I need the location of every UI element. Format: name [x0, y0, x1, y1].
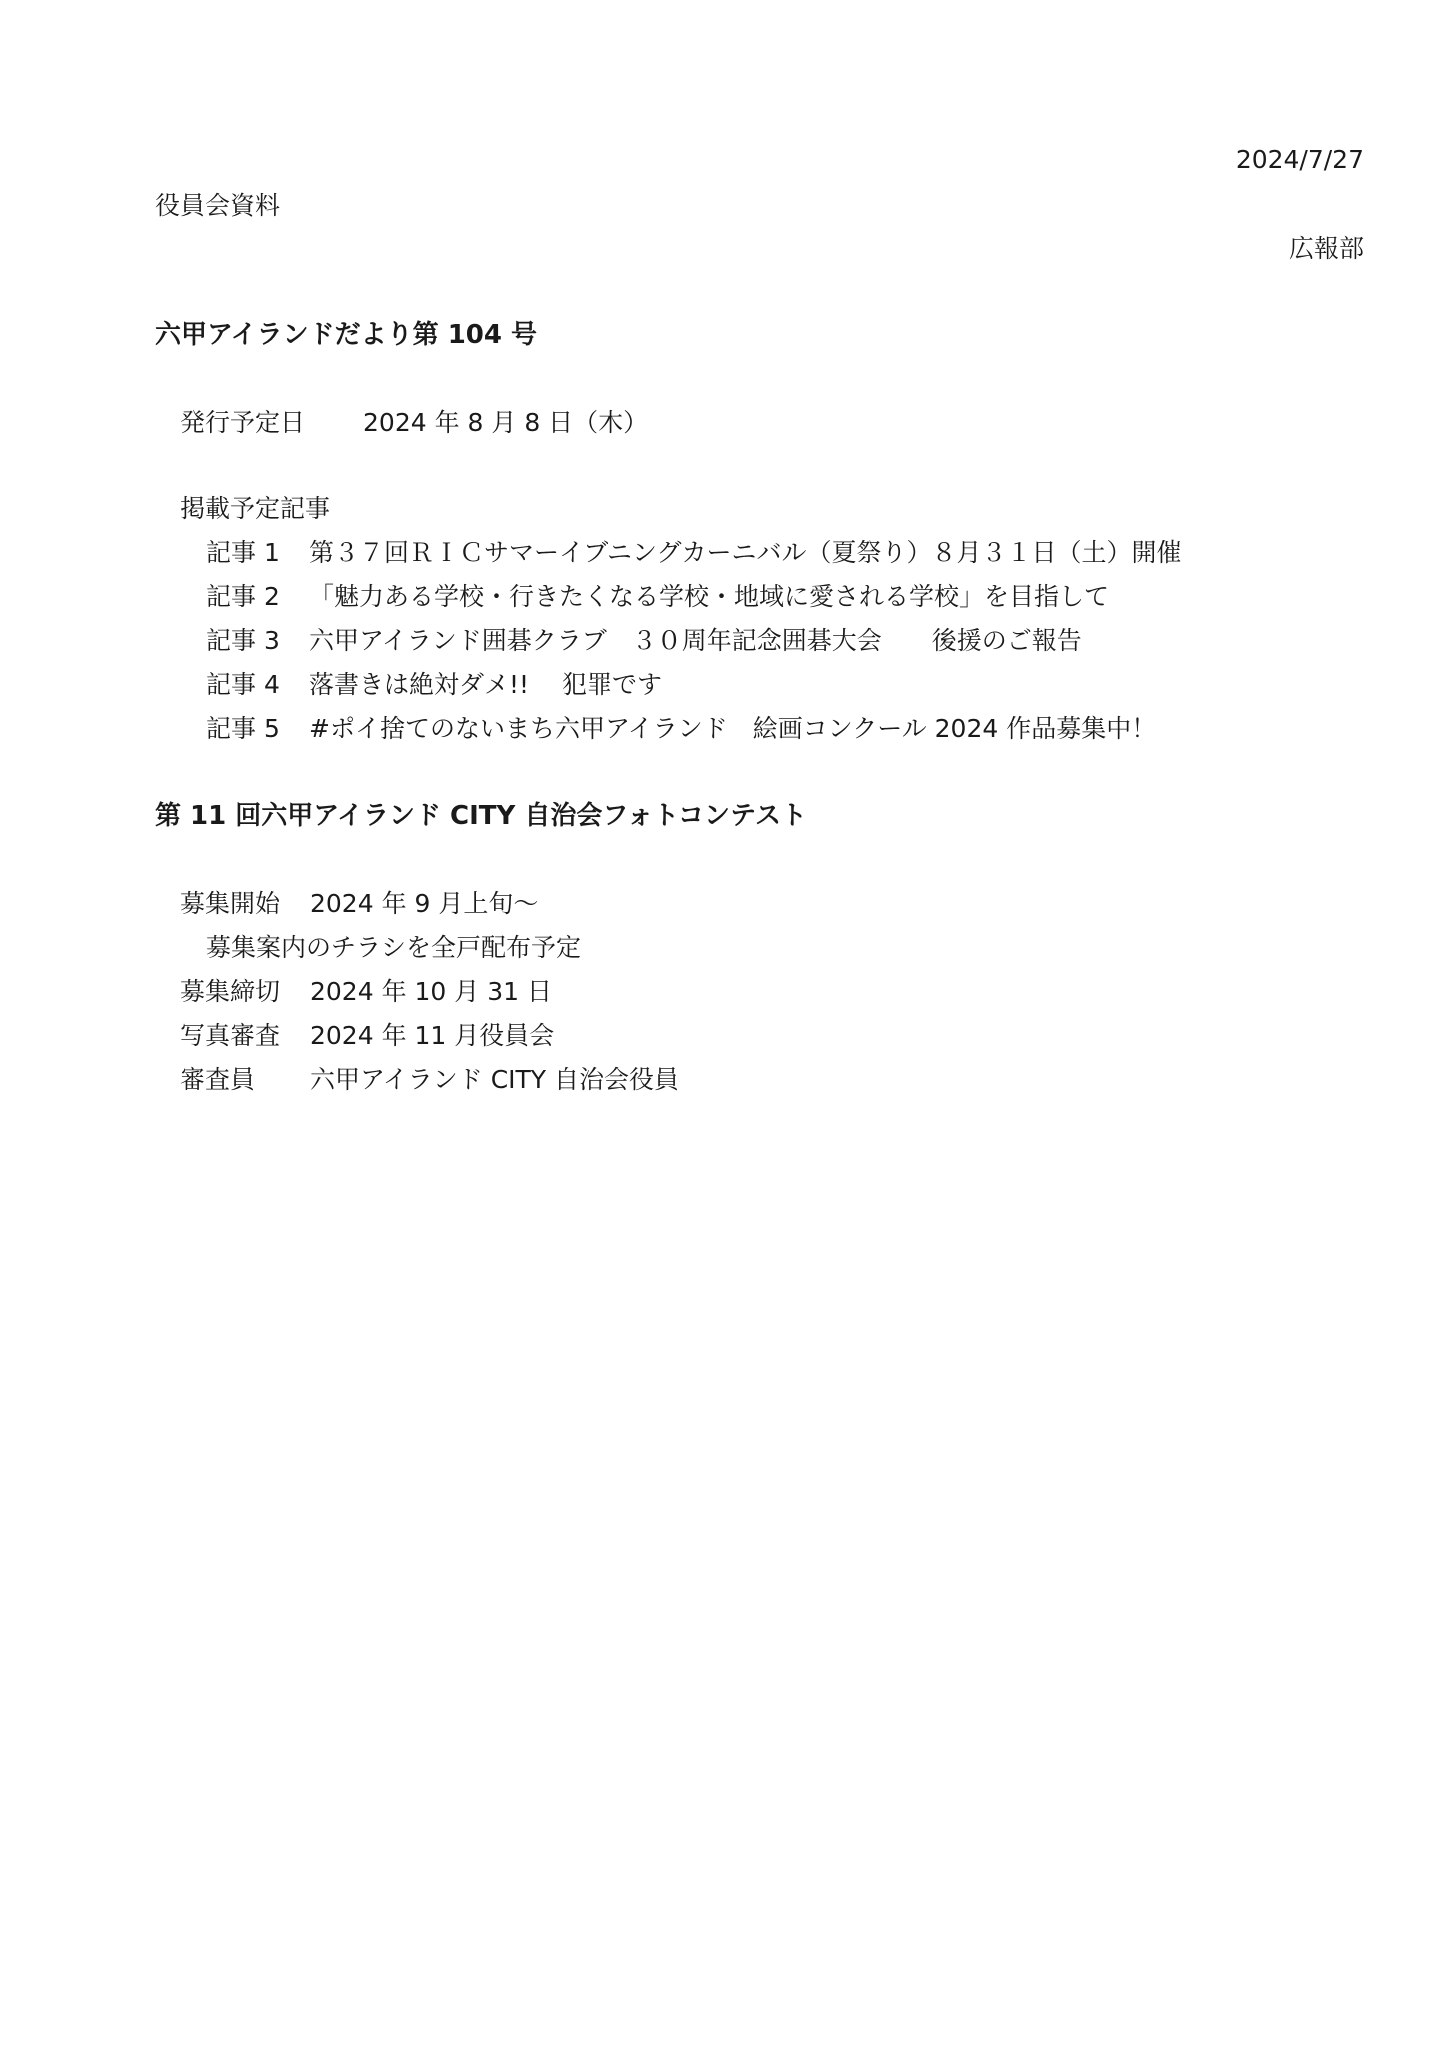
article-number: 記事 3 [206, 626, 280, 655]
department: 広報部 [1288, 234, 1364, 263]
issue-date-row [180, 410, 648, 435]
article-number: 記事 4 [206, 670, 280, 699]
contest-deadline-label: 募集締切 [180, 977, 281, 1006]
document-date: 2024/7/27 [1235, 145, 1364, 174]
article-text: 六甲アイランド囲碁クラブ ３０周年記念囲碁大会 後援のご報告 [309, 626, 1082, 655]
article-text: 「魅力ある学校・行きたくなる学校・地域に愛される学校」を目指して [309, 582, 1110, 611]
contest-judges-row [180, 1067, 679, 1092]
article-number: 記事 1 [206, 538, 280, 567]
contest-deadline-row [180, 979, 552, 1004]
contest-title: 第 11 回六甲アイランド CITY 自治会フォトコンテスト [155, 801, 807, 831]
article-item [206, 584, 1109, 609]
issue-date-label: 発行予定日 [180, 408, 306, 437]
contest-start-row [180, 891, 538, 916]
articles-label: 掲載予定記事 [180, 494, 331, 523]
contest-judges-label: 審査員 [180, 1065, 256, 1094]
article-item [206, 540, 1182, 565]
issue-date-value: 2024 年 8 月 8 日（木） [363, 408, 649, 437]
article-item [206, 672, 662, 697]
newsletter-title: 六甲アイランドだより第 104 号 [155, 320, 538, 350]
article-number: 記事 2 [206, 582, 280, 611]
article-text: #ポイ捨てのないまち六甲アイランド 絵画コンクール 2024 作品募集中！ [309, 714, 1157, 743]
contest-deadline-value: 2024 年 10 月 31 日 [310, 977, 552, 1006]
article-text: 落書きは絶対ダメ!! 犯罪です [309, 670, 662, 699]
contest-start-label: 募集開始 [180, 889, 281, 918]
document-type: 役員会資料 [155, 191, 281, 220]
contest-start-value: 2024 年 9 月上旬～ [310, 889, 539, 918]
article-number: 記事 5 [206, 714, 280, 743]
contest-start-note: 募集案内のチラシを全戸配布予定 [206, 933, 582, 962]
contest-judges-value: 六甲アイランド CITY 自治会役員 [310, 1065, 680, 1094]
article-item [206, 628, 1082, 653]
contest-review-label: 写真審査 [180, 1021, 281, 1050]
contest-review-row [180, 1023, 554, 1048]
article-text: 第３７回ＲＩＣサマーイブニングカーニバル（夏祭り）８月３１日（土）開催 [309, 538, 1182, 567]
contest-review-value: 2024 年 11 月役員会 [310, 1021, 555, 1050]
article-item [206, 716, 1156, 741]
